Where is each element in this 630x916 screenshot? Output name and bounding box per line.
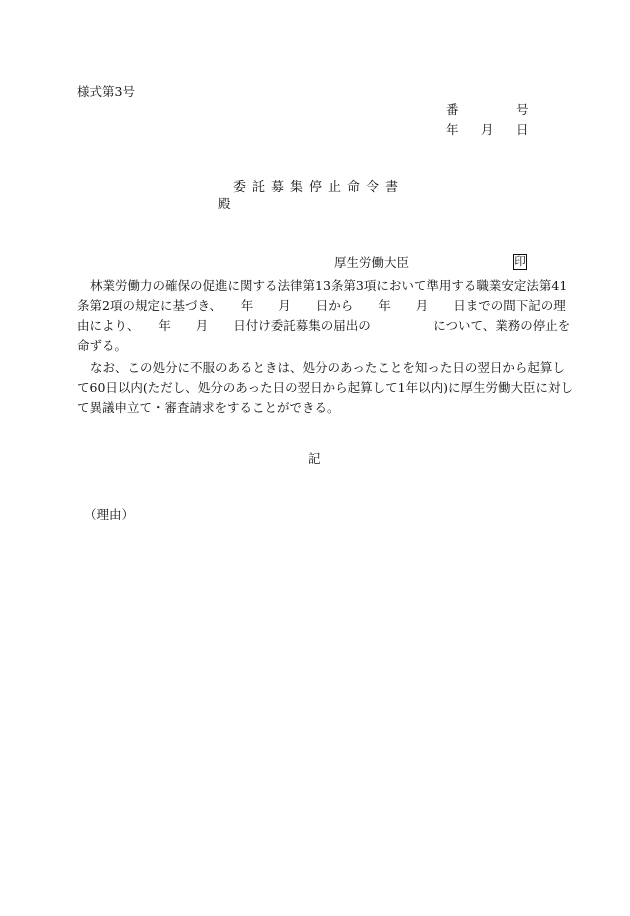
addressee-honorific: 殿	[218, 196, 231, 211]
body-line: 条第2項の規定に基づき、 年 月 日から 年 月 日までの間下記の理	[77, 298, 566, 313]
date-year-label: 年	[446, 122, 459, 137]
form-number: 様式第3号	[77, 84, 135, 99]
document-number-label: 番	[446, 102, 459, 117]
reason-heading: （理由）	[84, 507, 135, 522]
record-heading: 記	[308, 451, 321, 466]
body-line: 林業労働力の確保の促進に関する法律第13条第3項において準用する職業安定法第41	[90, 278, 568, 293]
document-number-suffix: 号	[516, 102, 529, 117]
issuer-name: 厚生労働大臣	[334, 255, 410, 270]
date-day-label: 日	[516, 122, 529, 137]
body-line: て異議申立て・審査請求をすることができる。	[77, 400, 340, 415]
body-line: なお、この処分に不服のあるときは、処分のあったことを知った日の翌日から起算し	[90, 360, 565, 375]
body-line: 命ずる。	[77, 338, 128, 353]
date-month-label: 月	[481, 122, 494, 137]
body-line: て60日以内(ただし、処分のあった日の翌日から起算して1年以内)に厚生労働大臣に対し	[77, 380, 573, 395]
document-title: 委託募集停止命令書	[233, 180, 405, 195]
seal-mark: 印	[514, 254, 526, 269]
body-line: 由により、 年 月 日付け委託募集の届出の について、業務の停止を	[77, 318, 571, 333]
